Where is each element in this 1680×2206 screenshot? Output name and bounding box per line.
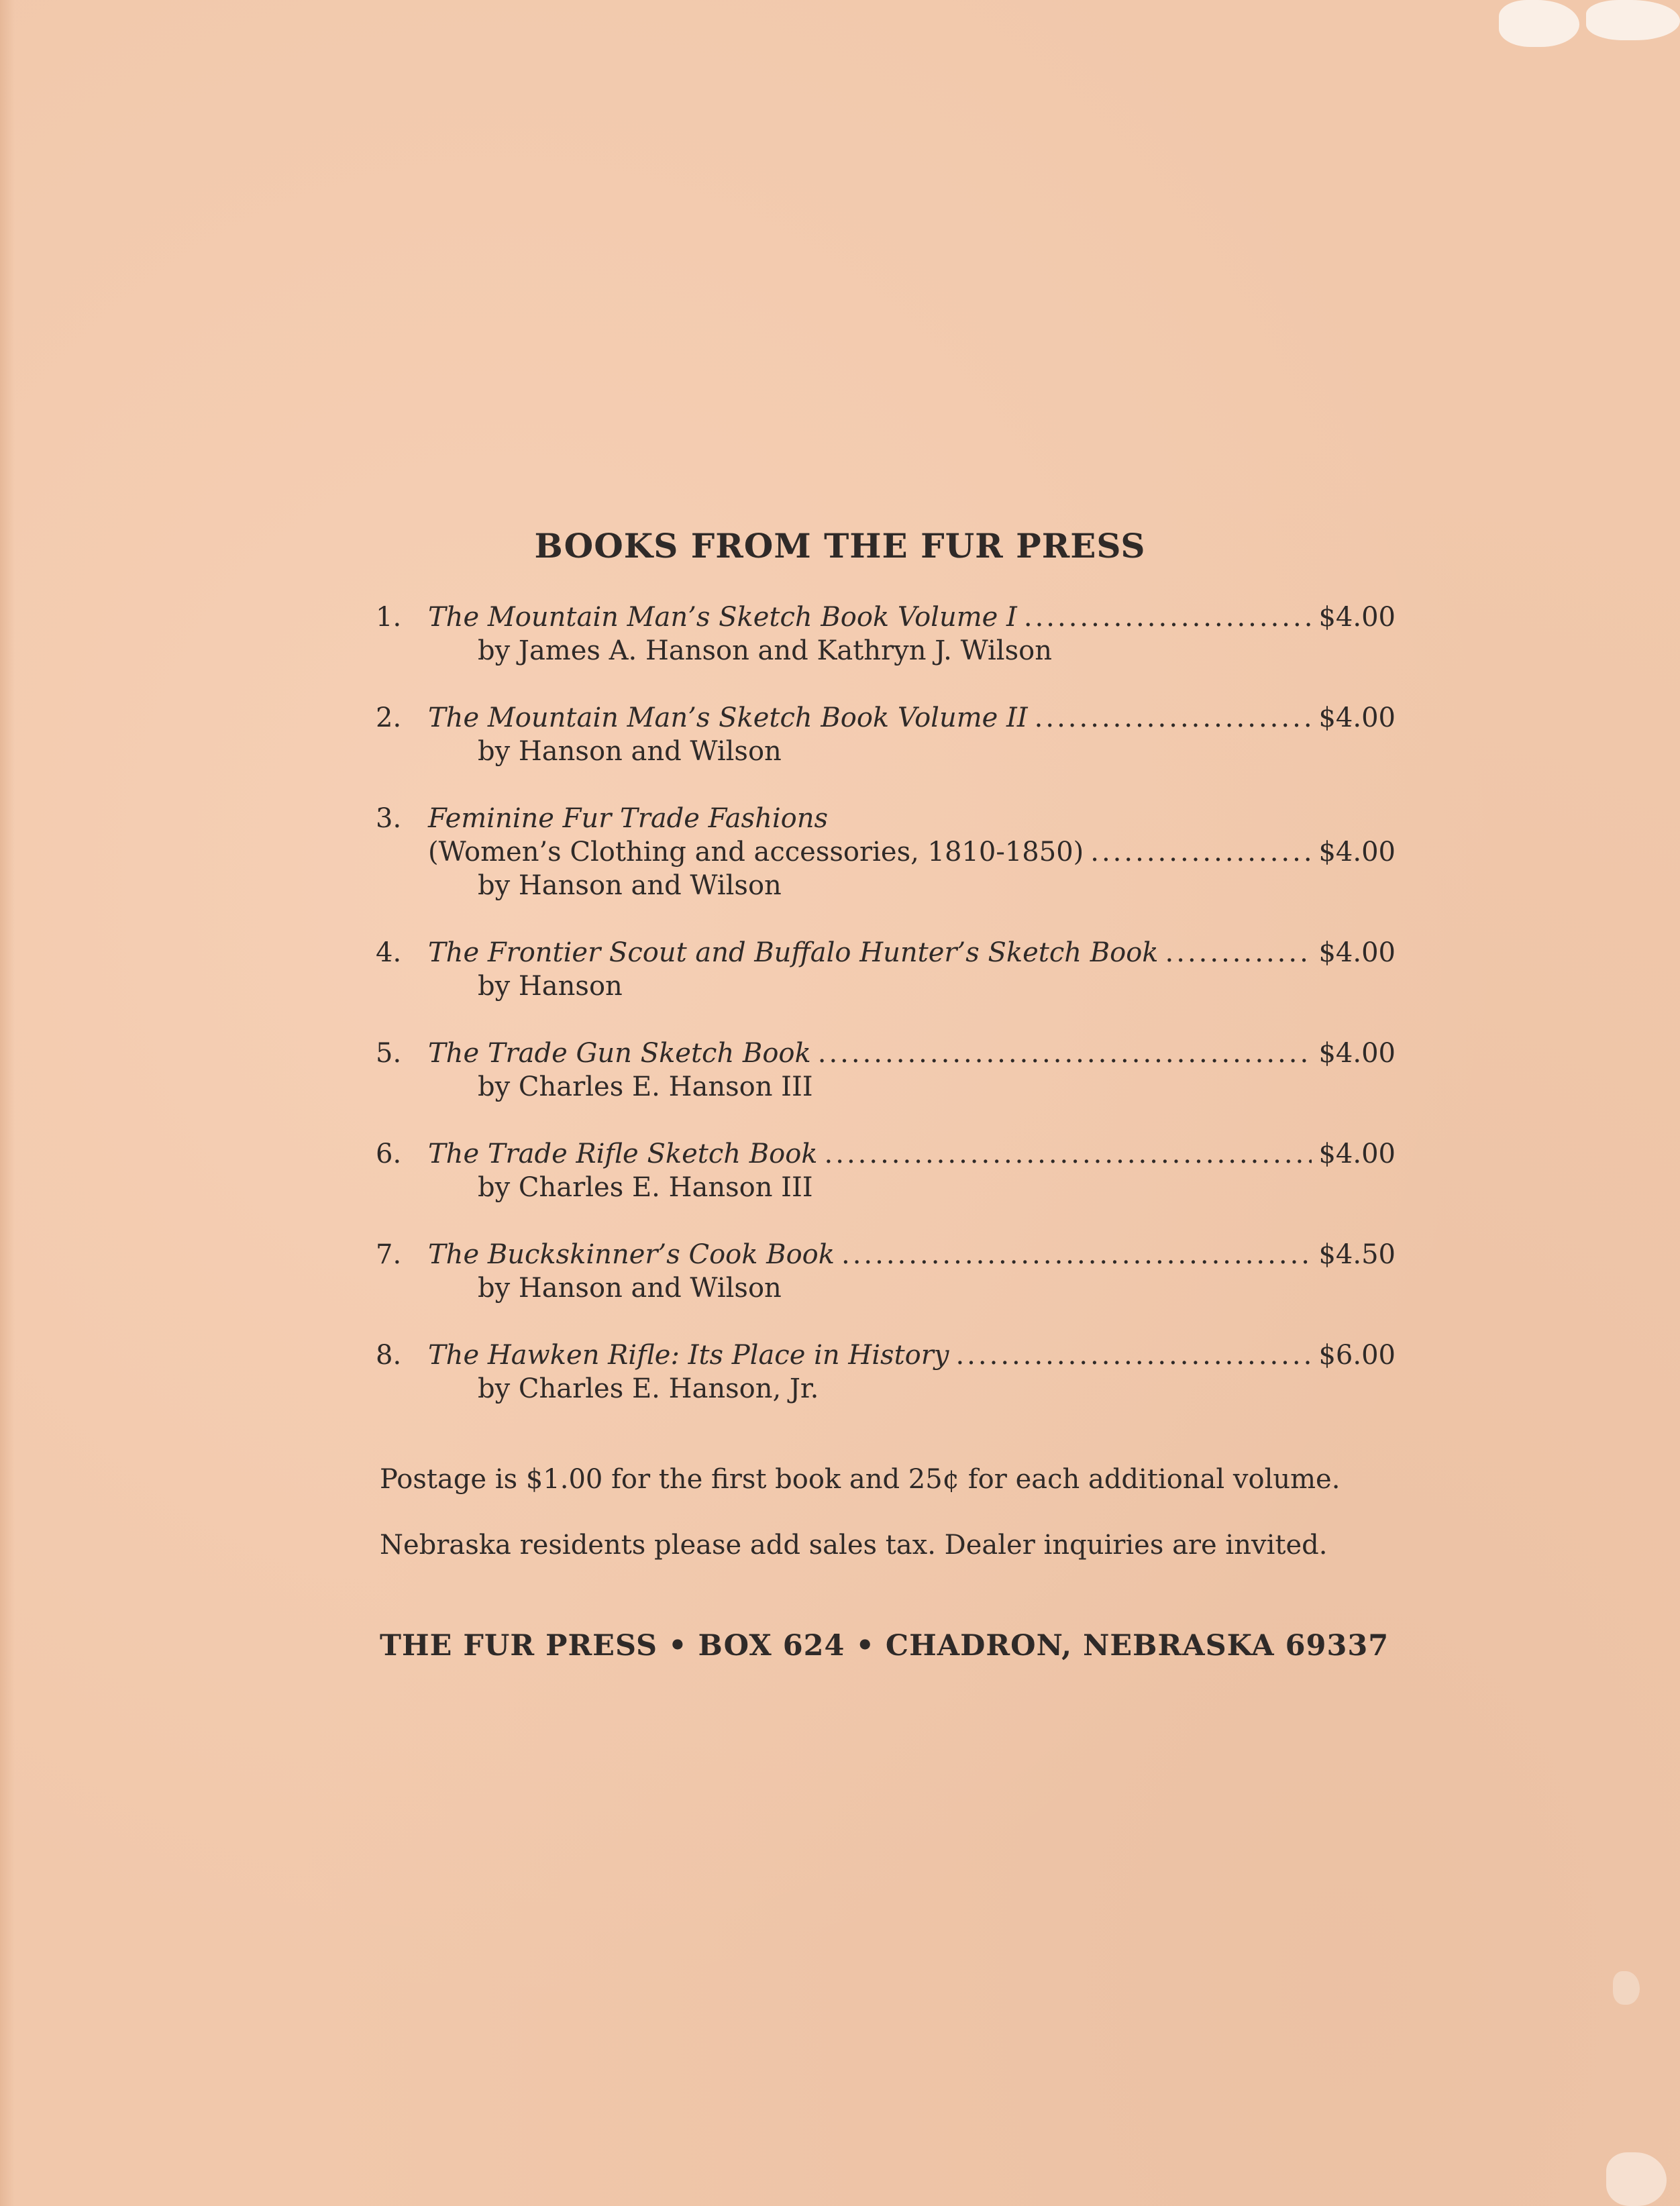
paper-wear-spot xyxy=(1499,0,1579,47)
book-title: The Buckskinner’s Cook Book xyxy=(428,1239,835,1270)
list-item xyxy=(376,802,1396,902)
book-title: The Trade Gun Sketch Book xyxy=(428,1038,811,1069)
book-title: The Frontier Scout and Buffalo Hunter’s Sketch Book xyxy=(428,937,1159,968)
book-price: $4.00 xyxy=(1318,602,1396,633)
dot-leader xyxy=(1035,701,1312,735)
tax-note: Nebraska residents please add sales tax. Dealer inquiries are invited. xyxy=(380,1530,1328,1561)
book-author: by Hanson and Wilson xyxy=(478,736,782,767)
item-number: 4. xyxy=(376,937,402,968)
book-author: by Hanson and Wilson xyxy=(478,1273,782,1304)
item-number: 8. xyxy=(376,1340,402,1371)
dot-leader xyxy=(825,1137,1312,1171)
book-price: $4.00 xyxy=(1318,837,1396,868)
book-author: by Charles E. Hanson III xyxy=(478,1172,813,1203)
dot-leader xyxy=(955,1338,1312,1372)
book-price: $4.00 xyxy=(1318,702,1396,733)
book-title: The Trade Rifle Sketch Book xyxy=(428,1139,818,1169)
paper-wear-spot xyxy=(1606,2152,1667,2206)
dot-leader xyxy=(841,1238,1312,1271)
item-number: 2. xyxy=(376,702,402,733)
list-item xyxy=(376,1238,1396,1305)
book-author: by Hanson xyxy=(478,971,623,1002)
dot-leader xyxy=(1024,600,1312,634)
book-price: $4.00 xyxy=(1318,1139,1396,1169)
paper-edge xyxy=(0,0,15,2206)
item-number: 5. xyxy=(376,1038,402,1069)
postage-note: Postage is $1.00 for the first book and 25¢ for each additional volume. xyxy=(380,1464,1341,1495)
list-item xyxy=(376,1037,1396,1104)
paper-wear-spot xyxy=(1586,0,1680,40)
book-price: $4.00 xyxy=(1318,1038,1396,1069)
paper-wear-spot xyxy=(1613,1971,1640,2005)
book-author: by Charles E. Hanson III xyxy=(478,1071,813,1102)
item-number: 1. xyxy=(376,602,402,633)
order-notes xyxy=(380,1463,1453,1594)
list-item xyxy=(376,600,1396,668)
book-author: by Charles E. Hanson, Jr. xyxy=(478,1373,819,1404)
list-item xyxy=(376,936,1396,1003)
list-item xyxy=(376,1137,1396,1204)
dot-leader xyxy=(1165,936,1312,969)
page-title: BOOKS FROM THE FUR PRESS xyxy=(534,526,1146,566)
item-number: 7. xyxy=(376,1239,402,1270)
dot-leader xyxy=(818,1037,1312,1070)
book-author: by James A. Hanson and Kathryn J. Wilson xyxy=(478,635,1052,666)
book-title: The Hawken Rifle: Its Place in History xyxy=(428,1340,949,1371)
book-list xyxy=(376,600,1396,1439)
dot-leader xyxy=(1090,835,1312,869)
book-price: $4.50 xyxy=(1318,1239,1396,1270)
book-author: by Hanson and Wilson xyxy=(478,870,782,901)
book-subtitle: (Women’s Clothing and accessories, 1810-1850) xyxy=(428,837,1084,868)
publisher-address: THE FUR PRESS • BOX 624 • CHADRON, NEBRASKA 69337 xyxy=(380,1629,1389,1663)
list-item xyxy=(376,701,1396,768)
item-number: 3. xyxy=(376,803,402,834)
book-title: The Mountain Man’s Sketch Book Volume I xyxy=(428,602,1017,633)
book-price: $6.00 xyxy=(1318,1340,1396,1371)
book-title: Feminine Fur Trade Fashions xyxy=(428,803,828,834)
item-number: 6. xyxy=(376,1139,402,1169)
book-price: $4.00 xyxy=(1318,937,1396,968)
book-title: The Mountain Man’s Sketch Book Volume II xyxy=(428,702,1028,733)
list-item xyxy=(376,1338,1396,1406)
